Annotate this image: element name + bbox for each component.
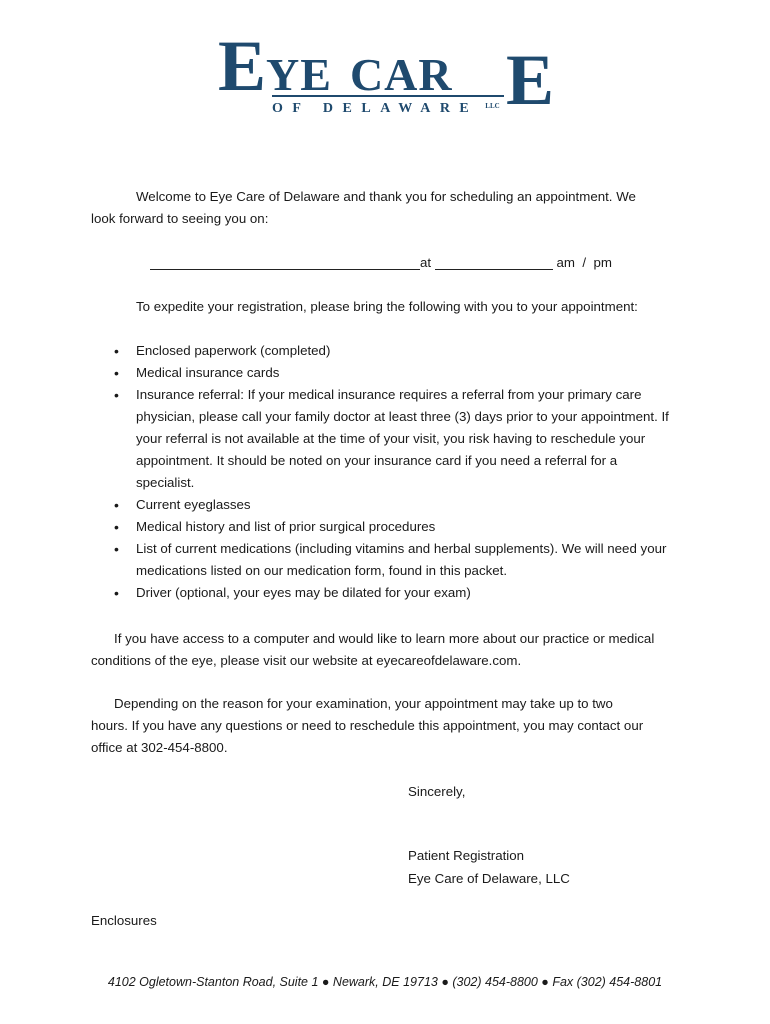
signature-line-1: Patient Registration [408, 848, 525, 863]
logo-wordmark [218, 26, 453, 106]
list-item: • Current eyeglasses [114, 494, 674, 516]
duration-para-line-3: office at 302-454-8800. [91, 740, 228, 755]
duration-para-line-1: Depending on the reason for your examination, your appointment may take up to two [114, 696, 613, 711]
appointment-at-label: at [420, 255, 432, 270]
list-item: • Enclosed paperwork (completed) [114, 340, 674, 362]
appointment-ampm-label: am / pm [556, 255, 612, 270]
website-para-line-2: conditions of the eye, please visit our website at eyecareofdelaware.com. [91, 653, 522, 668]
closing: Sincerely, [408, 784, 466, 799]
appointment-time-blank[interactable] [435, 255, 553, 270]
logo-letters-car: CAR [349, 49, 453, 100]
welcome-line-2: look forward to seeing you on: [91, 211, 269, 226]
signature-line-2: Eye Care of Delaware, LLC [408, 871, 570, 886]
logo-letter-e-final: E [505, 40, 554, 120]
list-item: • Insurance referral: If your medical insurance requires a referral from your primary care physician, please call your family doctor at least three (3) days prior to your appointment. If your referral is not available at the time of your visit, you risk having to reschedule your appointment. It should be noted on your insurance card if you need a referral for a specialist. [114, 384, 674, 494]
logo-letters-ye: YE [266, 49, 332, 100]
website-para-line-1: If you have access to a computer and would like to learn more about our practice or medical [114, 631, 655, 646]
list-item: • Medical insurance cards [114, 362, 674, 384]
logo-subtitle [272, 95, 504, 117]
appointment-line [150, 252, 612, 274]
list-item: • List of current medications (including vitamins and herbal supplements). We will need your medications listed on our medication form, found in this packet. [114, 538, 674, 582]
eye-care-logo [218, 26, 554, 120]
footer-address: 4102 Ogletown-Stanton Road, Suite 1 ● Newark, DE 19713 ● (302) 454-8800 ● Fax (302) 454-8801 [107, 975, 663, 989]
welcome-line-1: Welcome to Eye Care of Delaware and thank you for scheduling an appointment. We [136, 189, 636, 204]
duration-para-line-2: hours. If you have any questions or need to reschedule this appointment, you may contact our [91, 718, 644, 733]
logo-llc: LLC [485, 102, 500, 110]
appointment-date-blank[interactable] [150, 255, 420, 270]
expedite-text: To expedite your registration, please bring the following with you to your appointment: [136, 299, 638, 314]
list-item: • Medical history and list of prior surgical procedures [114, 516, 674, 538]
list-item: • Driver (optional, your eyes may be dilated for your exam) [114, 582, 674, 604]
logo-letter-e: E [218, 26, 267, 106]
enclosures-label: Enclosures [91, 913, 157, 928]
logo-of-delaware: OF DELAWARE [272, 101, 479, 116]
required-items-list [114, 340, 674, 604]
